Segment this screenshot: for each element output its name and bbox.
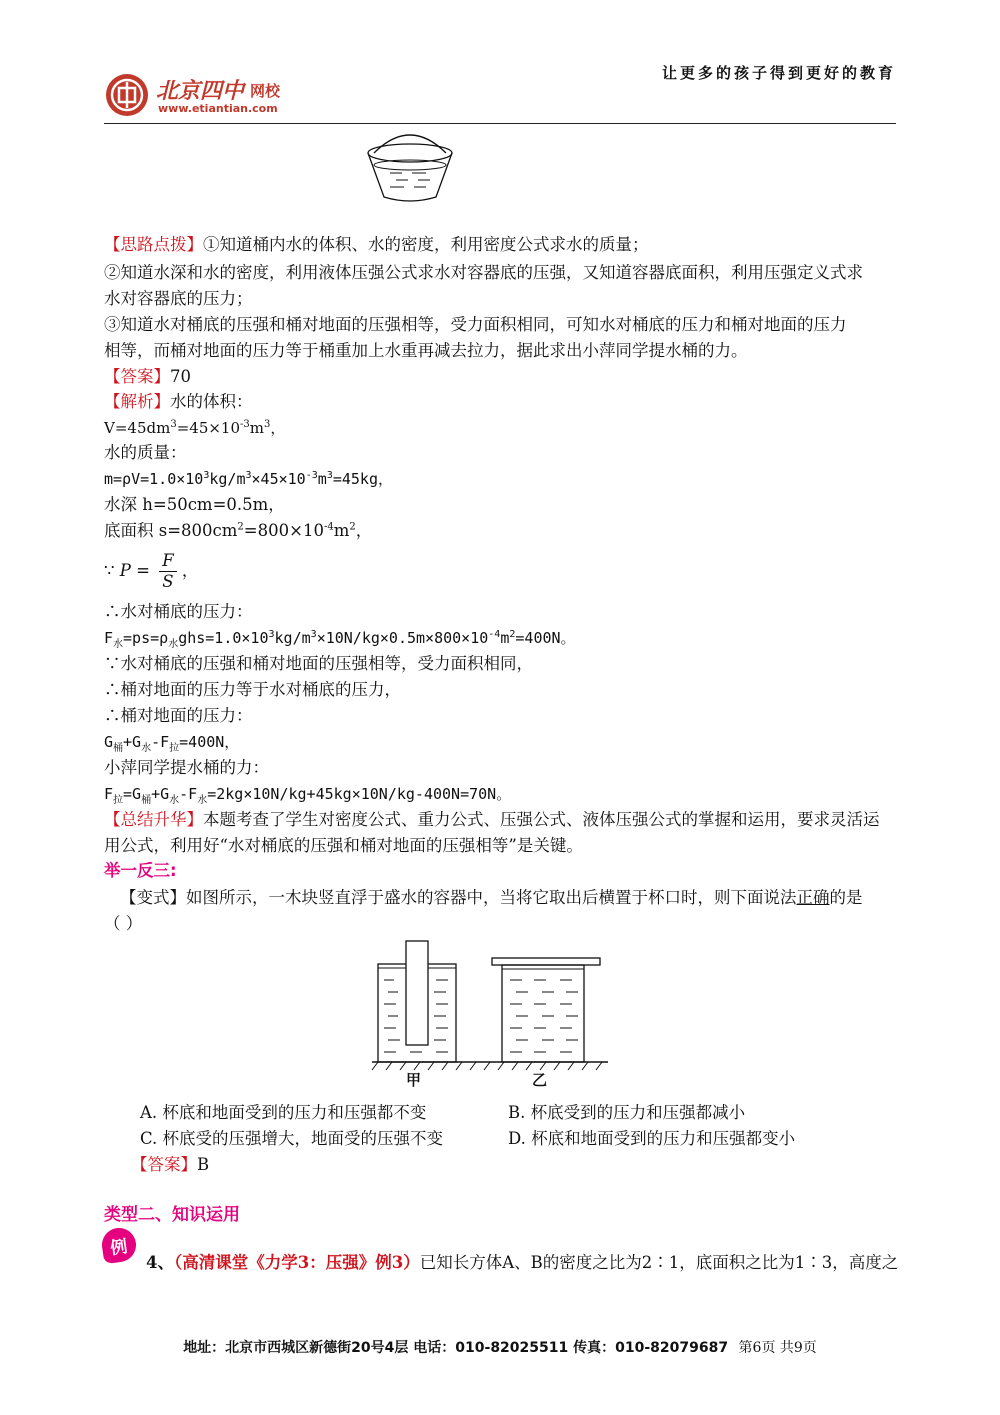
practice-question-line-2: （ ） — [104, 914, 143, 933]
solution-line-11: ∴桶对地面的压力： — [104, 706, 253, 725]
containers-figure — [370, 938, 620, 1088]
solution-line-10: ∴桶对地面的压力等于水对桶底的压力， — [104, 680, 401, 699]
solution-tag: 【解析】 — [104, 392, 170, 411]
logo-emblem-icon — [104, 72, 150, 118]
figure-label-right: 乙 — [532, 1071, 548, 1088]
solution-line-14: $F_拉=G_桶+G_水-F_水=2kg\times 10N/kg+45kg\times 10N/kg-400N=70N$。 — [104, 785, 512, 806]
solution-line-5: 水深 h=50cm=0.5m， — [104, 495, 285, 514]
practice-answer-tag: 【答案】 — [131, 1155, 197, 1174]
summary-line-1: 【总结升华】本题考查了学生对密度公式、重力公式、压强公式、液体压强公式的掌握和运用，要求灵活运 — [104, 810, 880, 829]
figure-label-left: 甲 — [406, 1071, 422, 1088]
summary-tag: 【总结升华】 — [104, 810, 203, 829]
hint-line-3: 水对容器底的压力； — [104, 289, 253, 308]
practice-answer-line — [131, 1151, 209, 1175]
option-a: A. 杯底和地面受到的压力和压强都不变 — [140, 1103, 427, 1122]
practice-answer-value: B — [197, 1155, 210, 1174]
solution-line-13: 小萍同学提水桶的力： — [104, 758, 269, 777]
solution-line-3: 水的质量： — [104, 443, 187, 462]
header-slogan: 让更多的孩子得到更好的教育 — [661, 64, 896, 82]
section2-heading: 类型二、知识运用 — [104, 1205, 240, 1225]
solution-line-4: $m=\rho V=1.0\times 10^3kg/m^3\times 45\times 10^{-3}m^3=45kg$， — [104, 470, 393, 488]
solution-line-8: $F_水=ps=\rho_水ghs=1.0\times 10^3kg/m^3\times 10N/kg\times 0.5m\times 800\times 10^{-4}m^2=400N$。 — [104, 629, 576, 650]
answer-value: 70 — [170, 367, 191, 386]
logo-url: www.etiantian.com — [158, 102, 278, 115]
solution-line-9: ∵水对桶底的压强和桶对地面的压强相等，受力面积相同， — [104, 654, 533, 673]
hint-line-2: ②知道水深和水的密度，利用液体压强公式求水对容器底的压强，又知道容器底面积，利用压强定义式求 — [104, 263, 863, 282]
example-badge: 例 — [100, 1226, 138, 1264]
hint-line-1: 【思路点拨】①知道桶内水的体积、水的密度，利用密度公式求水的质量； — [104, 235, 649, 254]
pressure-formula: ∵ P = $\frac{F}{S}$ ， — [104, 551, 199, 591]
answer-line — [104, 366, 191, 388]
summary-line-2: 用公式，利用好“水对桶底的压强和桶对地面的压强相等”是关键。 — [104, 836, 583, 855]
example4-line: 4、（高清课堂《力学3：压强》例3）已知长方体A、B的密度之比为2∶1，底面积之比为1∶3，高度之 — [146, 1253, 899, 1272]
footer-address: 地址：北京市西城区新德街20号4层 电话：010-82025511 传真：010-82079687 — [183, 1340, 729, 1356]
solution-line-2: $V=45dm^3=45\times 10^{-3}m^3$， — [104, 419, 286, 437]
practice-heading: 举一反三: — [104, 861, 177, 880]
option-b: B. 杯底受到的压力和压强都减小 — [508, 1103, 746, 1122]
logo-text: 北京四中 — [156, 78, 245, 104]
bucket-figure — [360, 125, 460, 205]
header-divider — [104, 123, 896, 124]
option-d: D. 杯底和地面受到的压力和压强都变小 — [508, 1129, 796, 1148]
logo-sub: 网校 — [250, 82, 281, 100]
page-footer — [0, 1337, 1000, 1357]
footer-page: 第6页 共9页 — [738, 1340, 817, 1356]
hint-line-4: ③知道水对桶底的压强和桶对地面的压强相等，受力面积相同，可知水对桶底的压力和桶对地面的压力 — [104, 315, 847, 334]
answer-tag: 【答案】 — [104, 367, 170, 386]
hint-line-5: 相等，而桶对地面的压力等于桶重加上水重再减去拉力，据此求出小萍同学提水桶的力。 — [104, 341, 748, 360]
practice-question-line-1: 【变式】如图所示，一木块竖直浮于盛水的容器中，当将它取出后横置于杯口时，则下面说法正确的是 — [120, 888, 863, 907]
solution-line-6: 底面积 $s=800cm^2=800\times 10^{-4}m^2$， — [104, 521, 373, 540]
solution-line-12: $G_桶+G_水-F_拉=400N$， — [104, 733, 240, 754]
option-c: C. 杯底受的压强增大，地面受的压强不变 — [140, 1129, 444, 1148]
solution-line-7: ∴水对桶底的压力： — [104, 602, 253, 621]
hint-tag: 【思路点拨】 — [104, 235, 203, 254]
logo — [104, 70, 304, 120]
solution-line-1: 【解析】水的体积： — [104, 392, 253, 411]
